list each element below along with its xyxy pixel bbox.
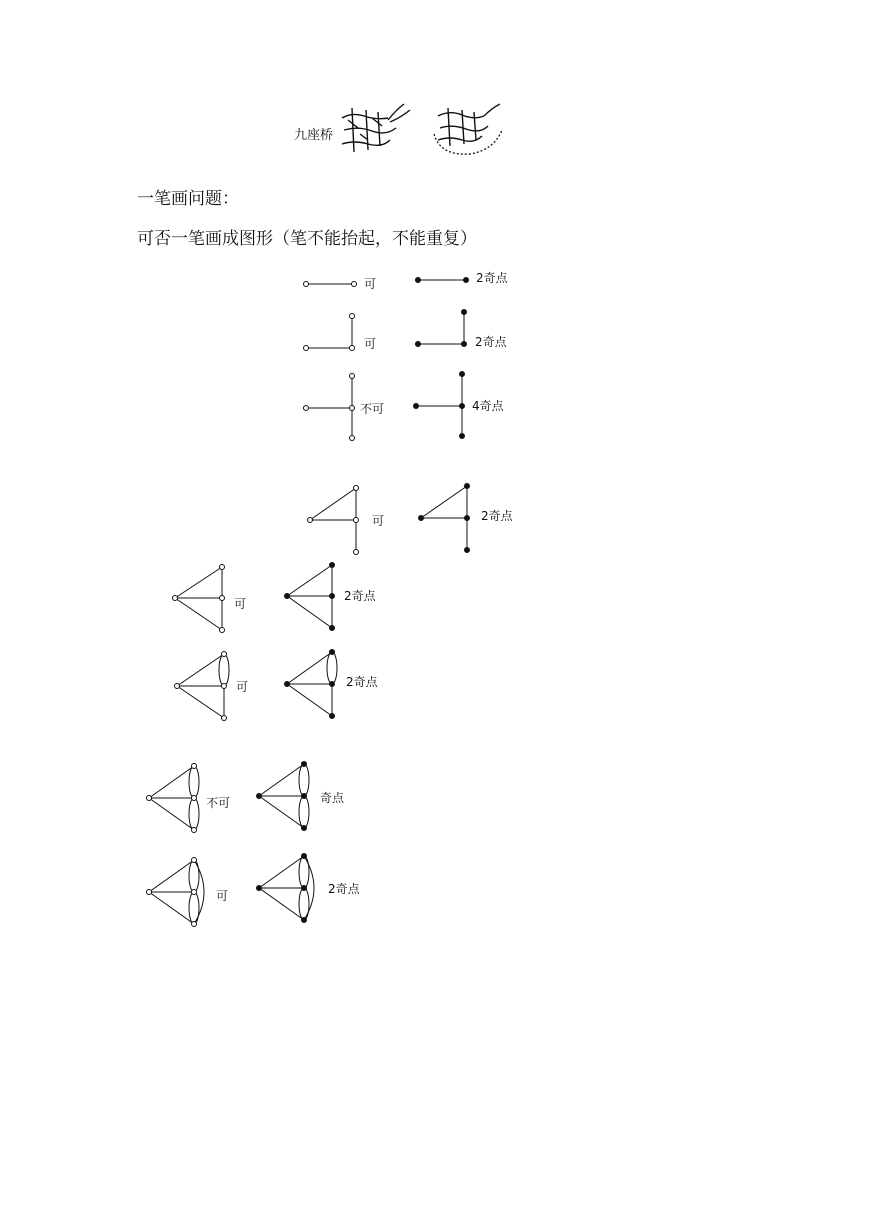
section-title: 一笔画问题：: [137, 189, 239, 209]
graph-segment-open: [300, 274, 390, 294]
graph-cross-filled: [410, 368, 520, 442]
label-two-odd: 2奇点: [346, 675, 378, 689]
graph-fan-double-both-filled: [254, 760, 364, 832]
label-cannot: 不可: [360, 402, 385, 416]
question-text: 可否一笔画成图形（笔不能抬起，不能重复）: [137, 229, 477, 249]
graph-l-open: [300, 310, 390, 356]
graph-fan-double-arc-filled: [254, 850, 374, 930]
bridges-label: 九座桥: [294, 128, 334, 143]
graph-cross-open: [300, 370, 400, 444]
bridges-sketch-left: [338, 100, 418, 160]
graph-l-filled: [412, 306, 522, 352]
graph-fan-open: [170, 564, 270, 636]
graph-triangle-tail-open: [304, 482, 404, 554]
label-can: 可: [364, 337, 377, 351]
graph-fan-double-top-filled: [282, 650, 392, 722]
label-four-odd: 4奇点: [472, 399, 504, 413]
label-can: 可: [372, 514, 385, 528]
graph-fan-double-arc-open: [144, 854, 244, 934]
label-two-odd: 2奇点: [328, 882, 360, 896]
graph-fan-filled: [282, 562, 392, 634]
label-can: 可: [216, 889, 229, 903]
label-cannot: 不可: [206, 796, 231, 810]
label-can: 可: [364, 277, 377, 291]
label-odd: 奇点: [320, 791, 345, 805]
label-can: 可: [234, 597, 247, 611]
label-two-odd: 2奇点: [476, 271, 508, 285]
graph-fan-double-top-open: [172, 652, 272, 724]
label-two-odd: 2奇点: [475, 335, 507, 349]
bridges-sketch-right: [430, 100, 510, 160]
graph-fan-double-both-open: [144, 762, 244, 834]
label-can: 可: [236, 680, 249, 694]
graph-segment-filled: [412, 270, 522, 290]
label-two-odd: 2奇点: [344, 589, 376, 603]
label-two-odd: 2奇点: [481, 509, 513, 523]
graph-triangle-tail-filled: [415, 480, 525, 552]
